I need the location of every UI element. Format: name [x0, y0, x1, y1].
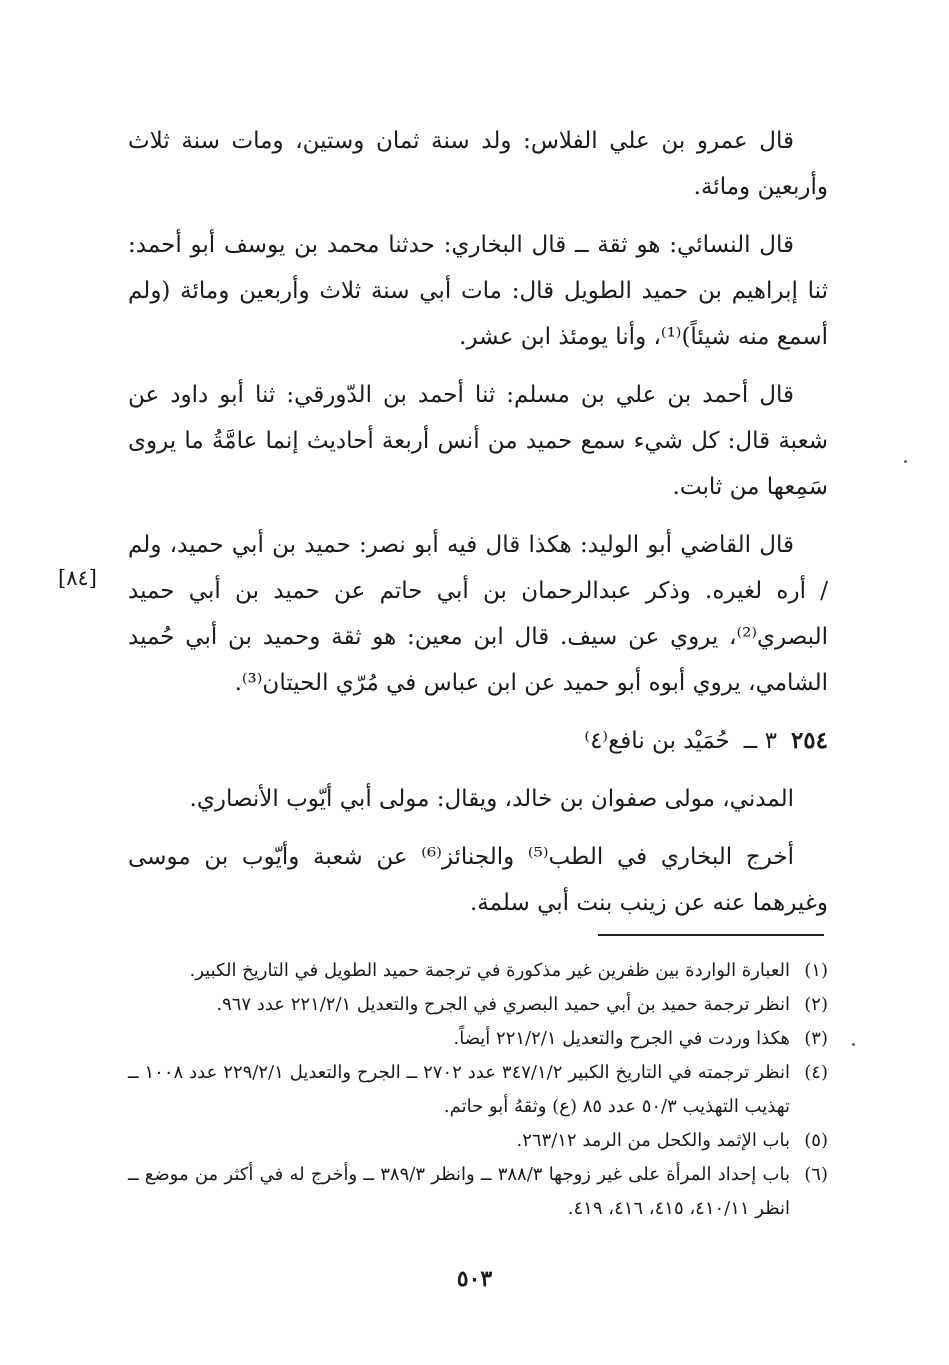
- footnote-separator: [598, 934, 824, 936]
- main-text: [128, 118, 828, 938]
- entry-sub-number: ٣ ــ: [743, 728, 777, 754]
- paragraph-2: قال النسائي: هو ثقة ــ قال البخاري: حدثنا محمد بن يوسف أبو أحمد: ثنا إبراهيم بن حميد الطويل قال: مات أبي سنة ثلاث وأربعين ومائة (ولم أسمع منه شيئاً)⁽¹⁾، وأنا يومئذ ابن عشر.: [128, 232, 828, 350]
- paragraph-1: قال عمرو بن علي الفلاس: ولد سنة ثمان وستين، ومات سنة ثلاث وأربعين ومائة.: [128, 128, 828, 200]
- paragraph-3: قال أحمد بن علي بن مسلم: ثنا أحمد بن الدّورقي: ثنا أبو داود عن شعبة قال: كل شيء سمع حميد من أنس أربعة أحاديث إنما عامَّةُ ما يروى سَمِعها من ثابت.: [128, 382, 828, 500]
- footnote-1: [128, 954, 828, 988]
- footnote-6: [128, 1158, 828, 1226]
- footnote-text: انظر ترجمته في التاريخ الكبير ٣٤٧/١/٢ عدد ٢٧٠٢ ــ الجرح والتعديل ٢٢٩/٢/١ عدد ١٠٠٨ ــ تهذيب التهذيب ٥٠/٣ عدد ٨٥ (ع) وثقهُ أبو حاتم.: [128, 1062, 790, 1117]
- page-number: ٥٠٣: [456, 1266, 493, 1292]
- footnotes: [128, 954, 828, 1226]
- margin-folio-reference: [٨٤]: [58, 566, 97, 590]
- footnote-text: باب إحداد المرأة على غير زوجها ٣٨٨/٣ ــ وانظر ٣٨٩/٣ ــ وأخرج له في أكثر من موضع ــ انظر ٤١٠/١١، ٤١٥، ٤١٦، ٤١٩.: [128, 1164, 790, 1219]
- footnote-number: (٥): [804, 1130, 828, 1151]
- entry-heading: [128, 718, 828, 764]
- entry-number: ٢٥٤: [790, 727, 828, 754]
- footnote-2: [128, 988, 828, 1022]
- footnote-number: (٦): [804, 1164, 828, 1185]
- entry-paragraph-2: أخرج البخاري في الطب⁽⁵⁾ والجنائز⁽⁶⁾ عن شعبة وأيّوب بن موسى وغيرهما عنه عن زينب بنت أبي سلمة.: [128, 844, 828, 916]
- footnote-text: هكذا وردت في الجرح والتعديل ٢٢١/٢/١ أيضاً.: [453, 1028, 790, 1049]
- footnote-number: (٣): [804, 1028, 828, 1049]
- footnote-text: انظر ترجمة حميد بن أبي حميد البصري في الجرح والتعديل ٢٢١/٢/١ عدد ٩٦٧.: [216, 994, 790, 1015]
- paragraph-4: قال القاضي أبو الوليد: هكذا قال فيه أبو نصر: حميد بن أبي حميد، ولم / أره لغيره. وذكر عبدالرحمان بن أبي حاتم عن حميد بن أبي حميد البصري⁽²⁾، يروي عن سيف. قال ابن معين: هو ثقة وحميد بن أبي حُميد الشامي، يروي أبوه أبو حميد عن ابن عباس في مُرّي الحيتان⁽³⁾.: [128, 532, 828, 696]
- scan-speck: [852, 1043, 855, 1046]
- entry-name: حُمَيْد بن نافع⁽٤⁾: [584, 728, 730, 754]
- entry-paragraph-1: المدني، مولى صفوان بن خالد، ويقال: مولى أبي أيّوب الأنصاري.: [189, 786, 794, 812]
- footnote-3: [128, 1022, 828, 1056]
- footnote-number: (٢): [804, 994, 828, 1015]
- footnote-text: العبارة الواردة بين ظفرين غير مذكورة في ترجمة حميد الطويل في التاريخ الكبير.: [189, 960, 790, 981]
- footnote-number: (٤): [804, 1062, 828, 1083]
- footnote-4: [128, 1056, 828, 1124]
- footnote-5: [128, 1124, 828, 1158]
- footnote-text: باب الإثمد والكحل من الرمد ٢٦٣/١٢.: [516, 1130, 790, 1151]
- footnote-number: (١): [804, 960, 828, 981]
- scan-speck: [904, 460, 907, 463]
